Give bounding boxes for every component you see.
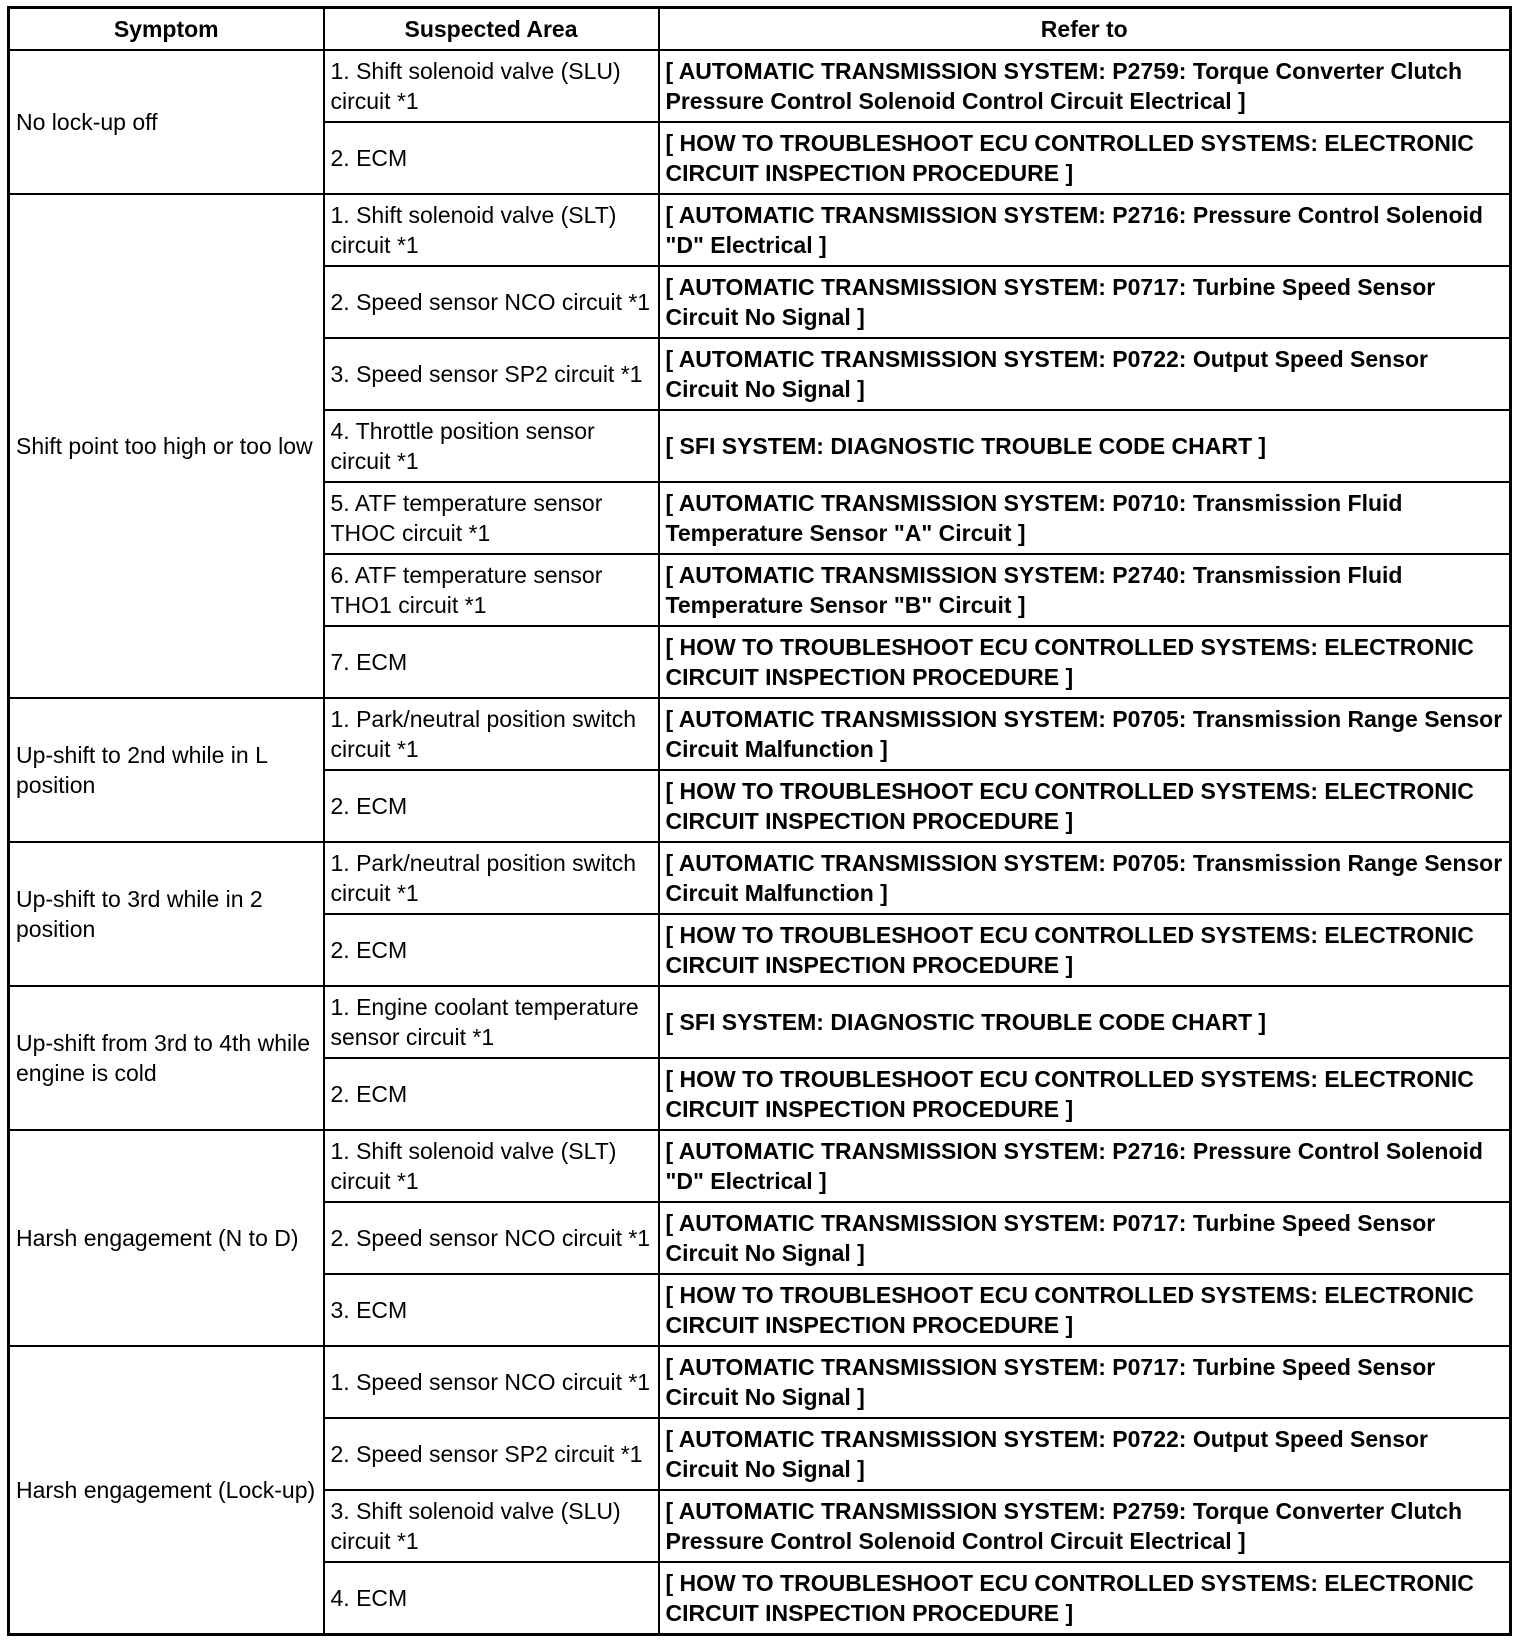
table-row [9,1346,1511,1418]
header-row [9,8,1511,51]
refer-to-link[interactable]: [ AUTOMATIC TRANSMISSION SYSTEM: P2759: Torque Converter Clutch Pressure Control Solenoid Control Circuit Electrical ] [659,50,1511,122]
table-body [9,50,1511,1635]
suspected-area-cell: 1. Speed sensor NCO circuit *1 [324,1346,659,1418]
symptom-cell: Up-shift to 2nd while in L position [9,698,324,842]
suspected-area-cell: 2. Speed sensor SP2 circuit *1 [324,1418,659,1490]
symptom-cell: Up-shift from 3rd to 4th while engine is cold [9,986,324,1130]
table-row [9,1130,1511,1202]
suspected-area-cell: 7. ECM [324,626,659,698]
refer-to-link[interactable]: [ HOW TO TROUBLESHOOT ECU CONTROLLED SYSTEMS: ELECTRONIC CIRCUIT INSPECTION PROCEDURE ] [659,914,1511,986]
suspected-area-cell: 2. ECM [324,914,659,986]
refer-to-link[interactable]: [ AUTOMATIC TRANSMISSION SYSTEM: P0722: Output Speed Sensor Circuit No Signal ] [659,338,1511,410]
symptom-cell: No lock-up off [9,50,324,194]
refer-to-link[interactable]: [ AUTOMATIC TRANSMISSION SYSTEM: P0717: Turbine Speed Sensor Circuit No Signal ] [659,266,1511,338]
suspected-area-cell: 3. ECM [324,1274,659,1346]
suspected-area-cell: 3. Speed sensor SP2 circuit *1 [324,338,659,410]
refer-to-link[interactable]: [ HOW TO TROUBLESHOOT ECU CONTROLLED SYSTEMS: ELECTRONIC CIRCUIT INSPECTION PROCEDURE ] [659,122,1511,194]
table-row [9,50,1511,122]
suspected-area-cell: 1. Engine coolant temperature sensor circuit *1 [324,986,659,1058]
refer-to-link[interactable]: [ AUTOMATIC TRANSMISSION SYSTEM: P2716: Pressure Control Solenoid "D" Electrical ] [659,1130,1511,1202]
header-suspected-area: Suspected Area [324,8,659,51]
suspected-area-cell: 1. Shift solenoid valve (SLT) circuit *1 [324,194,659,266]
table-row [9,698,1511,770]
refer-to-link[interactable]: [ AUTOMATIC TRANSMISSION SYSTEM: P0710: Transmission Fluid Temperature Sensor "A" Circuit ] [659,482,1511,554]
refer-to-link[interactable]: [ SFI SYSTEM: DIAGNOSTIC TROUBLE CODE CHART ] [659,986,1511,1058]
refer-to-link[interactable]: [ HOW TO TROUBLESHOOT ECU CONTROLLED SYSTEMS: ELECTRONIC CIRCUIT INSPECTION PROCEDURE ] [659,1562,1511,1635]
refer-to-link[interactable]: [ HOW TO TROUBLESHOOT ECU CONTROLLED SYSTEMS: ELECTRONIC CIRCUIT INSPECTION PROCEDURE ] [659,1274,1511,1346]
refer-to-link[interactable]: [ HOW TO TROUBLESHOOT ECU CONTROLLED SYSTEMS: ELECTRONIC CIRCUIT INSPECTION PROCEDURE ] [659,770,1511,842]
suspected-area-cell: 1. Shift solenoid valve (SLU) circuit *1 [324,50,659,122]
refer-to-link[interactable]: [ AUTOMATIC TRANSMISSION SYSTEM: P0705: Transmission Range Sensor Circuit Malfunction ] [659,842,1511,914]
suspected-area-cell: 3. Shift solenoid valve (SLU) circuit *1 [324,1490,659,1562]
suspected-area-cell: 5. ATF temperature sensor THOC circuit *1 [324,482,659,554]
refer-to-link[interactable]: [ AUTOMATIC TRANSMISSION SYSTEM: P0717: Turbine Speed Sensor Circuit No Signal ] [659,1346,1511,1418]
header-refer-to: Refer to [659,8,1511,51]
symptom-cell: Shift point too high or too low [9,194,324,698]
suspected-area-cell: 2. Speed sensor NCO circuit *1 [324,1202,659,1274]
refer-to-link[interactable]: [ AUTOMATIC TRANSMISSION SYSTEM: P2740: Transmission Fluid Temperature Sensor "B" Circuit ] [659,554,1511,626]
suspected-area-cell: 2. Speed sensor NCO circuit *1 [324,266,659,338]
refer-to-link[interactable]: [ AUTOMATIC TRANSMISSION SYSTEM: P0722: Output Speed Sensor Circuit No Signal ] [659,1418,1511,1490]
refer-to-link[interactable]: [ HOW TO TROUBLESHOOT ECU CONTROLLED SYSTEMS: ELECTRONIC CIRCUIT INSPECTION PROCEDURE ] [659,1058,1511,1130]
suspected-area-cell: 1. Park/neutral position switch circuit *1 [324,698,659,770]
refer-to-link[interactable]: [ AUTOMATIC TRANSMISSION SYSTEM: P0717: Turbine Speed Sensor Circuit No Signal ] [659,1202,1511,1274]
suspected-area-cell: 2. ECM [324,1058,659,1130]
refer-to-link[interactable]: [ HOW TO TROUBLESHOOT ECU CONTROLLED SYSTEMS: ELECTRONIC CIRCUIT INSPECTION PROCEDURE ] [659,626,1511,698]
suspected-area-cell: 4. ECM [324,1562,659,1635]
refer-to-link[interactable]: [ AUTOMATIC TRANSMISSION SYSTEM: P0705: Transmission Range Sensor Circuit Malfunction ] [659,698,1511,770]
suspected-area-cell: 6. ATF temperature sensor THO1 circuit *1 [324,554,659,626]
symptom-cell: Harsh engagement (Lock-up) [9,1346,324,1635]
symptom-table [7,6,1512,1636]
refer-to-link[interactable]: [ AUTOMATIC TRANSMISSION SYSTEM: P2716: Pressure Control Solenoid "D" Electrical ] [659,194,1511,266]
refer-to-link[interactable]: [ SFI SYSTEM: DIAGNOSTIC TROUBLE CODE CHART ] [659,410,1511,482]
suspected-area-cell: 2. ECM [324,770,659,842]
refer-to-link[interactable]: [ AUTOMATIC TRANSMISSION SYSTEM: P2759: Torque Converter Clutch Pressure Control Solenoid Control Circuit Electrical ] [659,1490,1511,1562]
table-row [9,842,1511,914]
symptom-cell: Harsh engagement (N to D) [9,1130,324,1346]
suspected-area-cell: 2. ECM [324,122,659,194]
suspected-area-cell: 1. Park/neutral position switch circuit *1 [324,842,659,914]
table-row [9,194,1511,266]
header-symptom: Symptom [9,8,324,51]
suspected-area-cell: 1. Shift solenoid valve (SLT) circuit *1 [324,1130,659,1202]
symptom-cell: Up-shift to 3rd while in 2 position [9,842,324,986]
table-row [9,986,1511,1058]
suspected-area-cell: 4. Throttle position sensor circuit *1 [324,410,659,482]
